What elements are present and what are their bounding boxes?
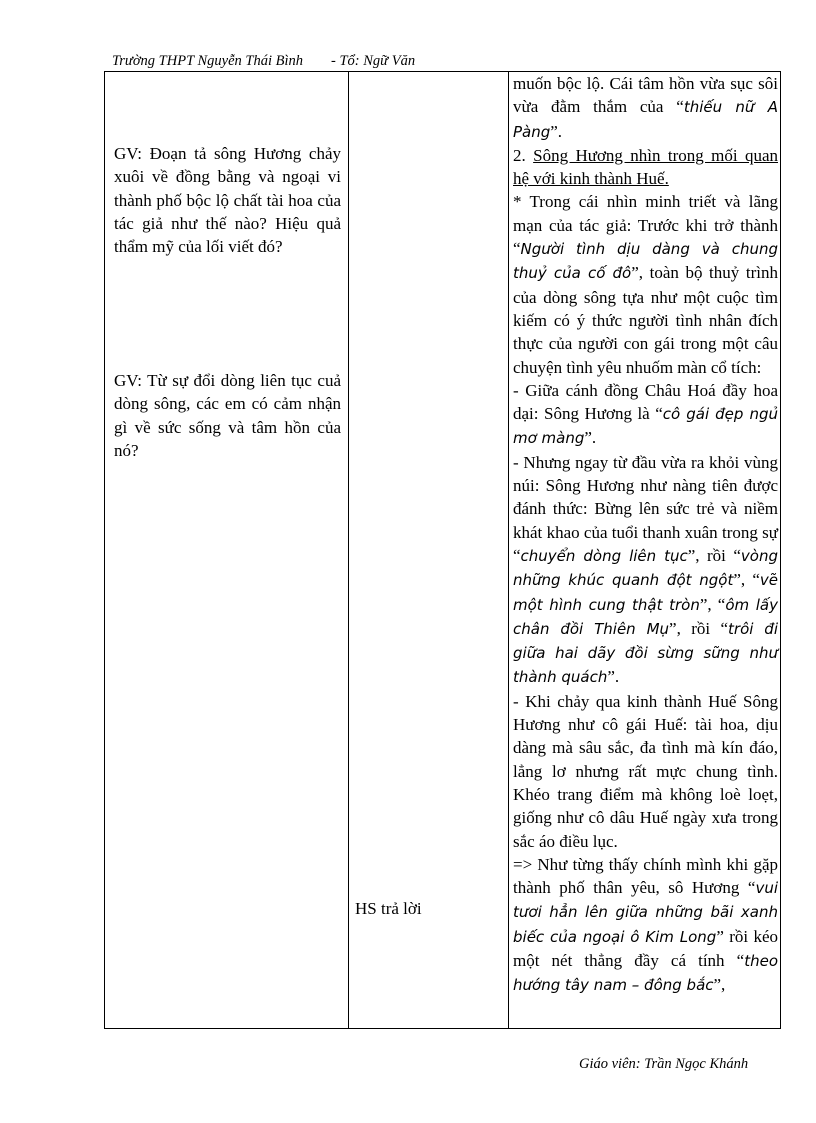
paragraph: muốn bộc lộ. Cái tâm hồn vừa sục sôi vừa đằm thắm của “thiếu nữ A Pàng”. bbox=[513, 74, 778, 141]
page-footer: Giáo viên: Trần Ngọc Khánh bbox=[579, 1056, 749, 1072]
page-header bbox=[112, 53, 415, 70]
paragraph: => Như từng thấy chính mình khi gặp thành phố thân yêu, sô Hương “vui tươi hẳn lên giữa những bãi xanh biếc của ngoại ô Kim Long” rồi kéo một nét thẳng đầy cá tính “theo hướng tây nam – đông bắc”, bbox=[513, 854, 779, 995]
lesson-table bbox=[104, 71, 781, 1029]
school-name: Trường THPT Nguyễn Thái Bình bbox=[112, 53, 304, 69]
department-name: - Tổ: Ngữ Văn bbox=[331, 53, 416, 69]
paragraph: - Giữa cánh đồng Châu Hoá đầy hoa dại: Sông Hương là “cô gái đẹp ngủ mơ màng”. bbox=[513, 380, 778, 448]
student-activity: HS trả lời bbox=[355, 899, 422, 918]
teacher-question: GV: Đoạn tả sông Hương chảy xuôi về đồng bằng và ngoại vi thành phố bộc lộ chất tài hoa của tác giả như thế nào? Hiệu quả thẩm mỹ của lối viết đó? bbox=[114, 144, 341, 257]
column-divider bbox=[348, 72, 349, 1028]
paragraph: - Khi chảy qua kinh thành Huế Sông Hương như cô gái Huế: tài hoa, dịu dàng mà sâu sắc, đa tình mà kín đáo, lẳng lơ nhưng rất mực chung tình. Khéo trang điểm mà không loè loẹt, giống như cô dâu Huế ngày xưa trong sắc áo điều lục. bbox=[513, 691, 778, 851]
section-heading: 2. Sông Hương nhìn trong mối quan hệ với kinh thành Huế. bbox=[513, 145, 778, 189]
lesson-content bbox=[513, 72, 778, 998]
paragraph: - Nhưng ngay từ đầu vừa ra khỏi vùng núi: Sông Hương như nàng tiên được đánh thức: Bừng lên sức trẻ và niềm khát khao của tuổi thanh xuân trong sự “chuyển dòng liên tục”, rồi “vòng những khúc quanh đột ngột”, “vẽ một hình cung thật tròn”, “ôm lấy chân đồi Thiên Mụ”, rồi “trôi đi giữa hai dãy đồi sừng sững như thành quách”. bbox=[513, 452, 779, 687]
teacher-question: GV: Từ sự đổi dòng liên tục cuả dòng sông, các em có cảm nhận gì về sức sống và tâm hồn của nó? bbox=[114, 371, 341, 460]
paragraph: * Trong cái nhìn minh triết và lãng mạn của tác giả: Trước khi trở thành “Người tình dịu dàng và chung thuỷ của cố đô”, toàn bộ thuỷ trình của dòng sông tựa như một cuộc tìm kiếm có ý thức người tình nhân đích thực của người con gái trong một câu chuyện tình yêu nhuốm màn cổ tích: bbox=[513, 192, 778, 377]
column-divider bbox=[508, 72, 509, 1028]
